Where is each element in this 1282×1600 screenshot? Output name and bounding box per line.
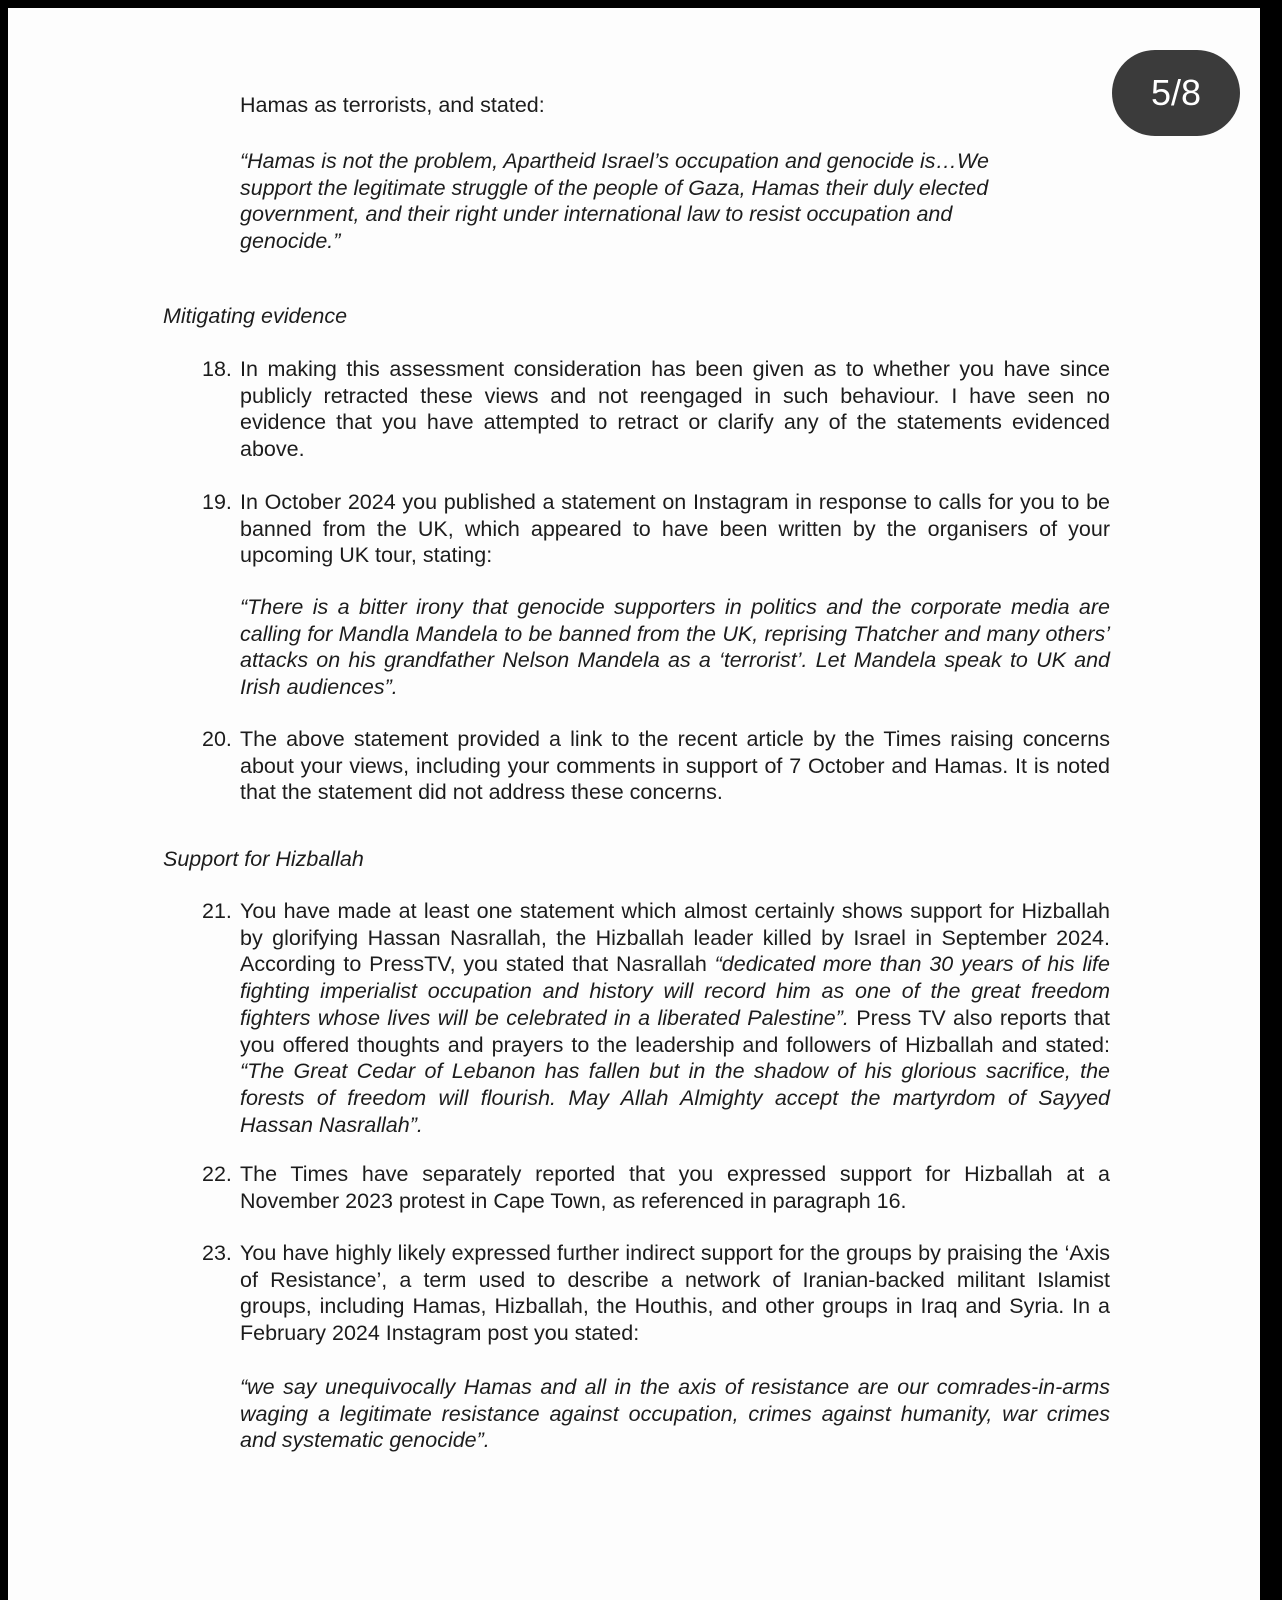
section-heading-support-for-hizballah: Support for Hizballah — [163, 847, 364, 871]
paragraph-text: In making this assessment consideration has been given as to whether you have since publicly retracted these views and not reengaged in such behaviour. I have seen no evidence that you have attempted to retract or clarify any of the statements evidenced above. — [240, 357, 1110, 462]
paragraph-text — [240, 898, 1110, 1138]
paragraph-text: The above statement provided a link to the recent article by the Times raising concerns about your views, including your comments in support of 7 October and Hamas. It is noted that the statement did not address these concerns. — [240, 727, 1110, 805]
paragraph-23 — [202, 1240, 1110, 1347]
page-indicator-badge: 5/8 — [1112, 50, 1240, 136]
paragraph-text: In October 2024 you published a statement on Instagram in response to calls for you to be banned from the UK, which appeared to have been written by the organisers of your upcoming UK tour, stating: — [240, 490, 1110, 568]
paragraph-text-part: You have made at least one statement which almost certainly shows support for Hizballah by glorifying Hassan Nasrallah, the Hizballah leader killed by Israel in September 2024. According to PressTV, you stated that Nasrallah — [240, 899, 1110, 977]
paragraph-text: The Times have separately reported that you expressed support for Hizballah at a November 2023 protest in Cape Town, as referenced in paragraph 16. — [240, 1162, 1110, 1213]
intro-line: Hamas as terrorists, and stated: — [240, 93, 545, 117]
paragraph-number: 23. — [202, 1241, 232, 1265]
paragraph-text: You have highly likely expressed further indirect support for the groups by praising the ‘Axis of Resistance’, a term used to describe a network of Iranian-backed militant Islamist groups, including Hamas, Hizballah, the Houthis, and other groups in Iraq and Syria. In a February 2024 Instagram post you stated: — [240, 1241, 1110, 1346]
document-page — [8, 8, 1260, 1600]
paragraph-19 — [202, 489, 1110, 569]
paragraph-22 — [202, 1161, 1110, 1214]
paragraph-18 — [202, 356, 1110, 463]
inline-quote-nasrallah-tribute: “dedicated more than 30 years of his life fighting imperialist occupation and history will record him as one of the great freedom fighters whose lives will be celebrated in a liberated Palestine”. — [240, 952, 1110, 1030]
quote-axis-of-resistance: “we say unequivocally Hamas and all in the axis of resistance are our comrades-in-arms waging a legitimate resistance against occupation, crimes against humanity, war crimes and systematic genocide”. — [240, 1375, 1110, 1453]
paragraph-text-part: Press TV also reports that you offered thoughts and prayers to the leadership and followers of Hizballah and stated: — [240, 1005, 1110, 1057]
paragraph-number: 18. — [202, 357, 232, 381]
quote-mandela-statement: “There is a bitter irony that genocide supporters in politics and the corporate media are calling for Mandla Mandela to be banned from the UK, reprising Thatcher and many others’ attacks on his grandfather Nelson Mandela as a ‘terrorist’. Let Mandela speak to UK and Irish audiences”. — [240, 595, 1110, 700]
paragraph-number: 19. — [202, 490, 232, 514]
paragraph-number: 20. — [202, 727, 232, 751]
inline-quote-great-cedar: “The Great Cedar of Lebanon has fallen but in the shadow of his glorious sacrifice, the forests of freedom will flourish. May Allah Almighty accept the martyrdom of Sayyed Hassan Nasrallah”. — [240, 1059, 1110, 1137]
quote-hamas-statement: “Hamas is not the problem, Apartheid Israel’s occupation and genocide is…We support the legitimate struggle of the people of Gaza, Hamas their duly elected government, and their right under international law to resist occupation and genocide.” — [240, 149, 989, 254]
paragraph-number: 21. — [202, 899, 232, 923]
paragraph-number: 22. — [202, 1162, 232, 1186]
paragraph-20 — [202, 726, 1110, 806]
paragraph-21 — [202, 898, 1110, 1138]
section-heading-mitigating-evidence: Mitigating evidence — [163, 304, 348, 328]
